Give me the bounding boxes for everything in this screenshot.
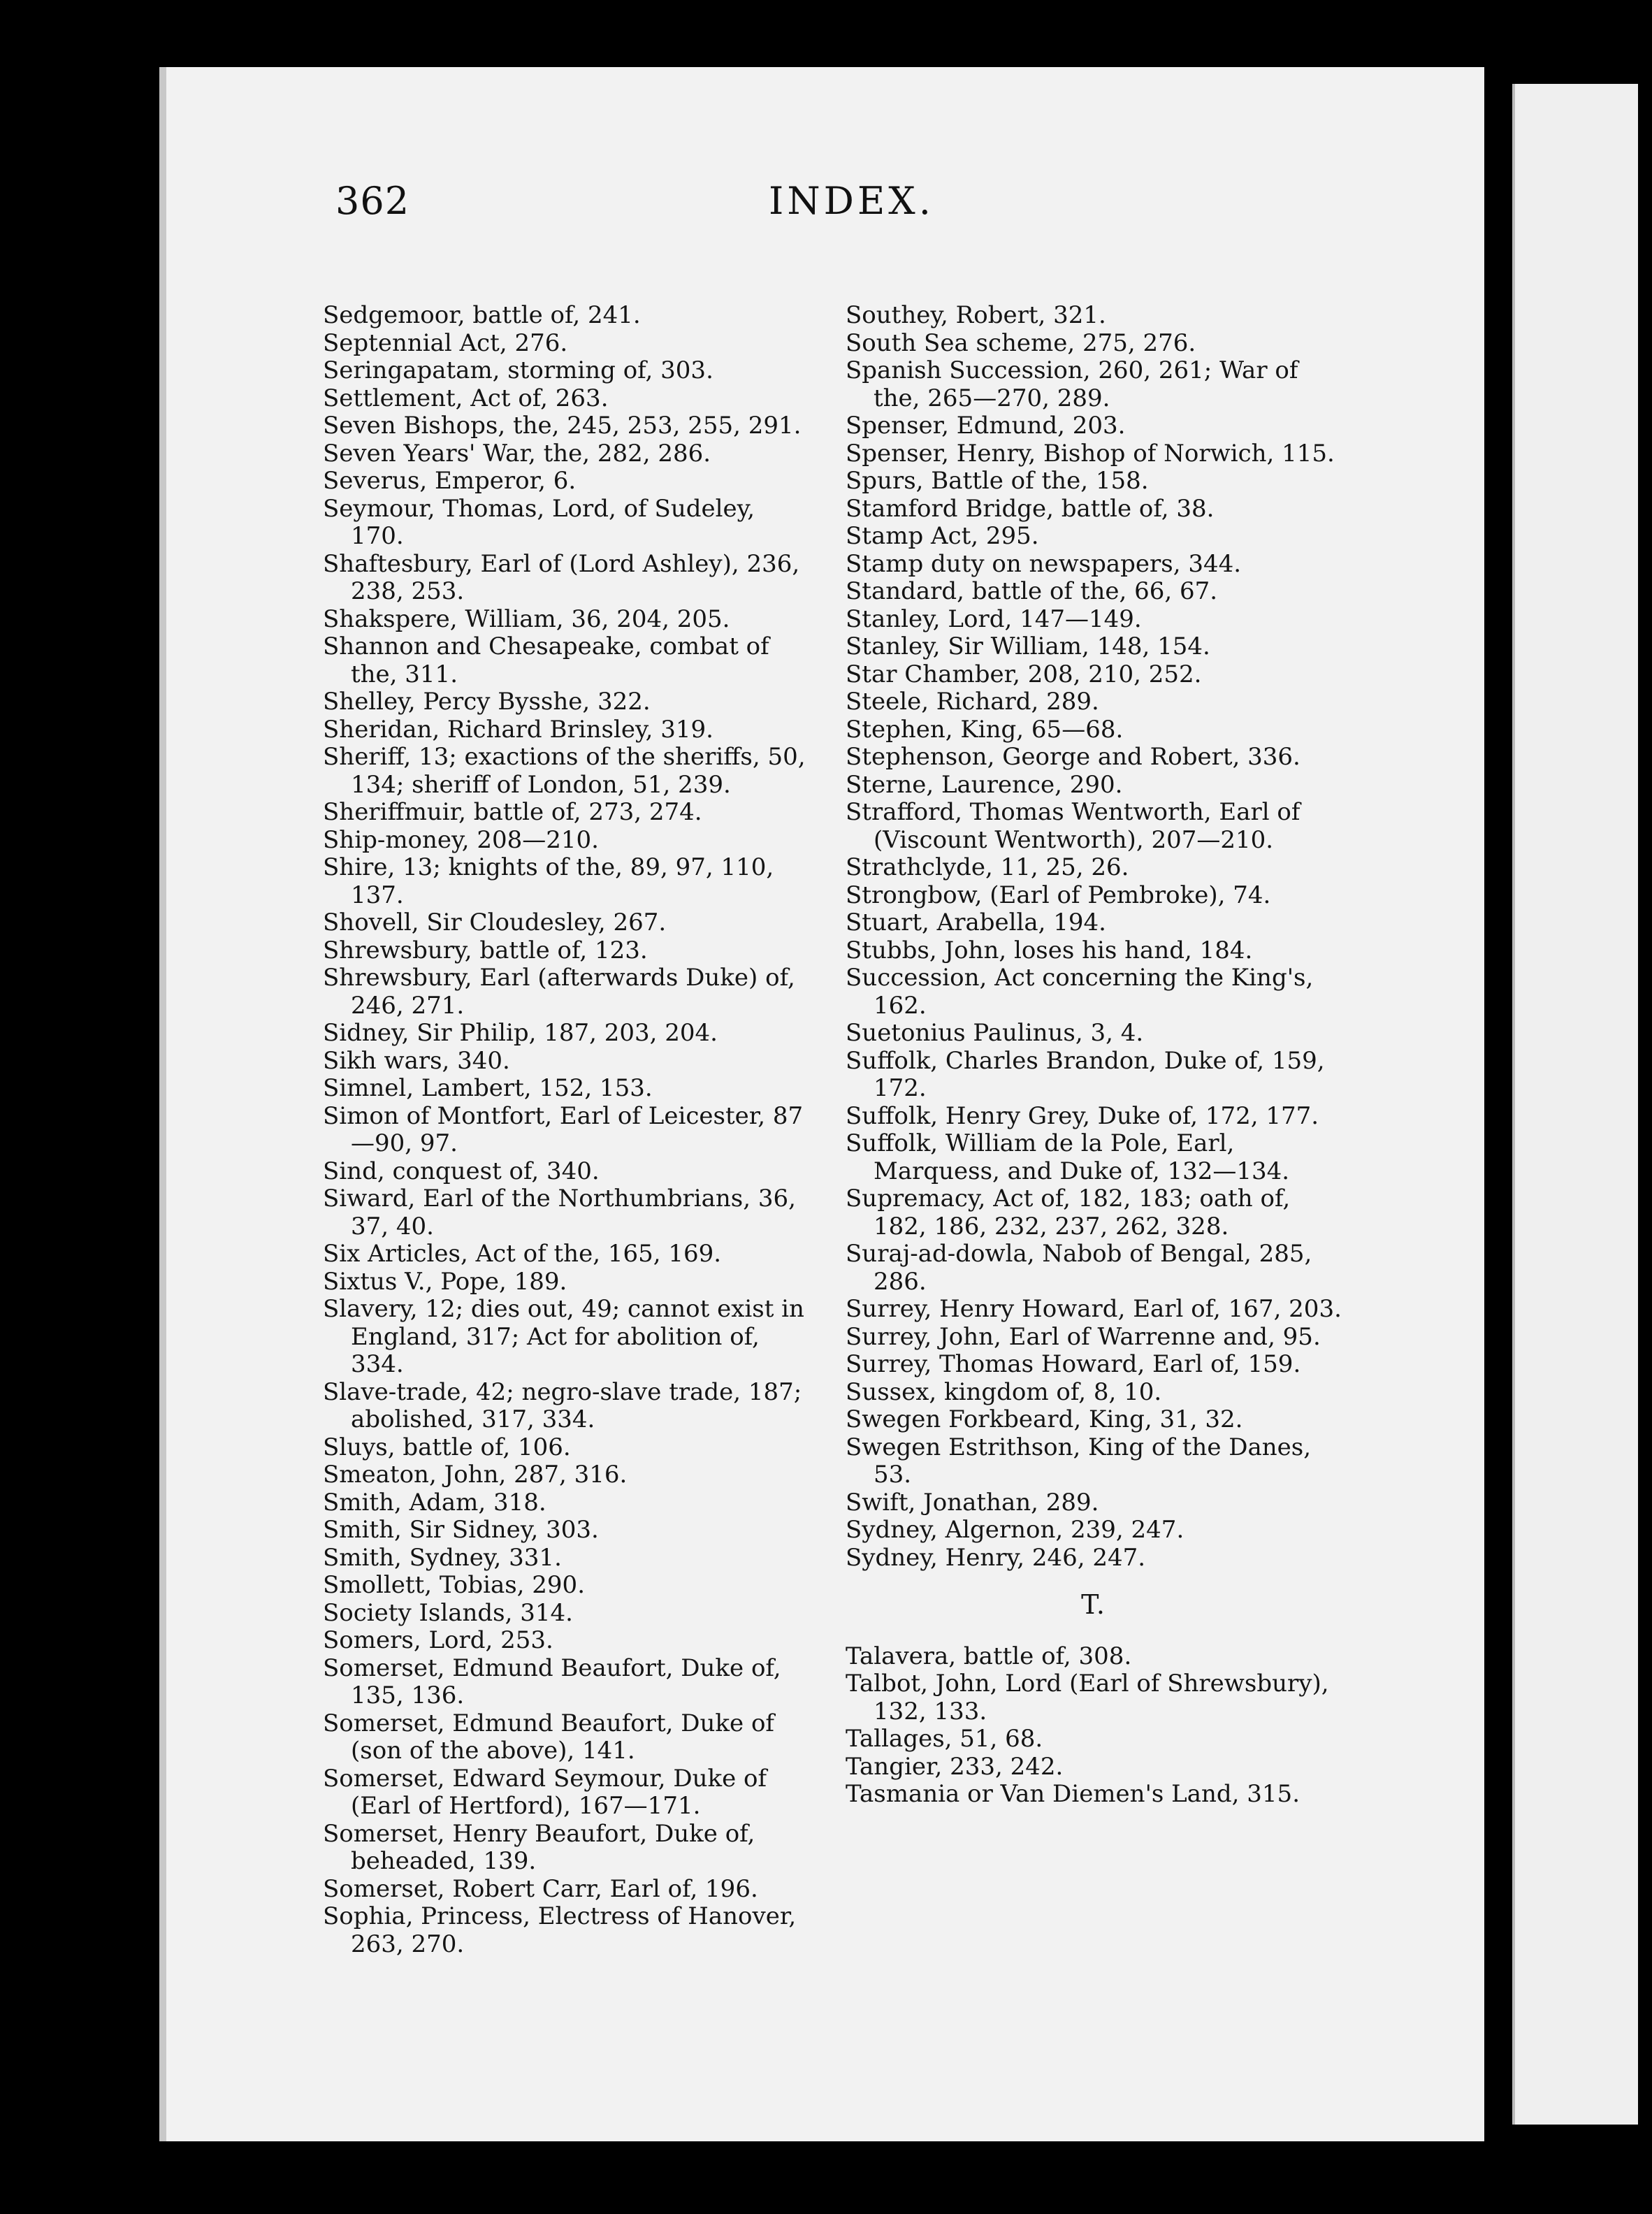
index-entry: Smith, Sydney, 331. [323,1543,562,1572]
index-entry: Suffolk, Charles Brandon, Duke of, 159, 172. [846,1046,1333,1102]
index-entry: Strafford, Thomas Wentworth, Earl of (Viscount Wentworth), 207—210. [846,798,1308,854]
index-entry: Somers, Lord, 253. [323,1626,553,1654]
index-entry: Seymour, Thomas, Lord, of Sudeley, 170. [323,494,762,550]
index-entry: Simnel, Lambert, 152, 153. [323,1074,653,1102]
index-entry: Stephen, King, 65—68. [846,715,1124,744]
running-title: INDEX. [769,179,934,223]
index-entry: Stanley, Sir William, 148, 154. [846,632,1210,660]
index-entry: Six Articles, Act of the, 165, 169. [323,1240,722,1268]
index-entry: Strongbow, (Earl of Pembroke), 74. [846,881,1271,909]
index-entry: Somerset, Edmund Beaufort, Duke of, 135, 136. [323,1654,789,1709]
facing-page-edge [1512,84,1638,2125]
index-entry: Swift, Jonathan, 289. [846,1488,1099,1517]
page-header [335,179,1314,249]
index-entry: Shannon and Chesapeake, combat of the, 311. [323,632,777,688]
index-entry: Stephenson, George and Robert, 336. [846,743,1300,771]
index-entry: Sydney, Algernon, 239, 247. [846,1516,1184,1544]
index-entry: Sydney, Henry, 246, 247. [846,1543,1146,1572]
index-entry: Spurs, Battle of the, 158. [846,467,1149,495]
index-entry: Slavery, 12; dies out, 49; cannot exist in England, 317; Act for abolition of, 334. [323,1295,812,1378]
index-entry: Septennial Act, 276. [323,328,568,357]
index-entry: Shovell, Sir Cloudesley, 267. [323,909,667,936]
index-entry: Somerset, Edward Seymour, Duke of (Earl of Hertford), 167—171. [323,1764,774,1820]
index-entry: Strathclyde, 11, 25, 26. [846,853,1129,881]
index-entry: South Sea scheme, 275, 276. [846,328,1196,357]
index-entry: Stuart, Arabella, 194. [846,909,1106,936]
index-entry: Spenser, Edmund, 203. [846,412,1126,440]
index-entry: Surrey, Henry Howard, Earl of, 167, 203. [846,1295,1342,1323]
index-entry: Sedgemoor, battle of, 241. [323,301,641,329]
index-entry: Shrewsbury, battle of, 123. [323,936,648,964]
index-entry: Surrey, Thomas Howard, Earl of, 159. [846,1350,1301,1378]
index-entry: Steele, Richard, 289. [846,688,1099,716]
section-letter-t: T. [1081,1589,1106,1620]
index-entry: Tallages, 51, 68. [846,1725,1043,1753]
index-entry: Suffolk, William de la Pole, Earl, Marquess, and Duke of, 132—134. [846,1129,1290,1185]
index-entry: Talbot, John, Lord (Earl of Shrewsbury), 132, 133. [846,1670,1337,1725]
index-entry: Suffolk, Henry Grey, Duke of, 172, 177. [846,1101,1319,1130]
index-entry: Sterne, Laurence, 290. [846,770,1123,799]
index-entry: Settlement, Act of, 263. [323,384,609,412]
index-entry: Succession, Act concerning the King's, 162. [846,964,1321,1020]
index-entry: Seven Bishops, the, 245, 253, 255, 291. [323,412,802,440]
page-number: 362 [335,179,410,223]
index-entry: Suetonius Paulinus, 3, 4. [846,1019,1144,1047]
index-entry: Sluys, battle of, 106. [323,1433,571,1461]
index-entry: Sheriff, 13; exactions of the sheriffs, 50, 134; sheriff of London, 51, 239. [323,743,813,799]
index-entry: Sidney, Sir Philip, 187, 203, 204. [323,1019,718,1047]
index-entry: Sheriffmuir, battle of, 273, 274. [323,798,702,826]
right-entries [846,302,1342,1572]
index-entry: Ship-money, 208—210. [323,825,599,854]
index-column-left [323,302,812,1958]
index-entry: Swegen Forkbeard, King, 31, 32. [846,1405,1243,1433]
index-entry: Star Chamber, 208, 210, 252. [846,660,1202,688]
index-entry: Severus, Emperor, 6. [323,467,577,495]
index-entry: Smollett, Tobias, 290. [323,1571,585,1599]
index-entry: Slave-trade, 42; negro-slave trade, 187; abolished, 317, 334. [323,1377,810,1433]
index-entry: Tangier, 233, 242. [846,1752,1064,1781]
index-entry: Surrey, John, Earl of Warrenne and, 95. [846,1322,1321,1351]
index-entry: Smeaton, John, 287, 316. [323,1461,628,1489]
index-entry: Somerset, Robert Carr, Earl of, 196. [323,1874,758,1903]
index-entry: Sixtus V., Pope, 189. [323,1267,567,1296]
index-entry: Shaftesbury, Earl of (Lord Ashley), 236, 238, 253. [323,549,808,605]
index-entry: Seringapatam, storming of, 303. [323,356,713,384]
index-entry: Shelley, Percy Bysshe, 322. [323,688,651,716]
index-entry: Suraj-ad-dowla, Nabob of Bengal, 285, 286. [846,1240,1320,1296]
index-entry: Shrewsbury, Earl (afterwards Duke) of, 246, 271. [323,964,803,1020]
index-entry: Society Islands, 314. [323,1598,573,1627]
index-column-right [846,302,1342,1809]
index-entry: Standard, battle of the, 66, 67. [846,577,1218,605]
index-entry: Sophia, Princess, Electress of Hanover, 263, 270. [323,1902,804,1958]
index-entry: Sikh wars, 340. [323,1046,510,1075]
index-entry: Tasmania or Van Diemen's Land, 315. [846,1780,1300,1808]
index-entry: Spenser, Henry, Bishop of Norwich, 115. [846,439,1335,468]
index-entry: Stamford Bridge, battle of, 38. [846,494,1215,523]
index-entry: Sheridan, Richard Brinsley, 319. [323,715,713,744]
index-entry: Southey, Robert, 321. [846,301,1106,329]
index-entry: Stanley, Lord, 147—149. [846,605,1142,633]
index-entry: Spanish Succession, 260, 261; War of the, 265—270, 289. [846,356,1306,412]
index-entry: Smith, Sir Sidney, 303. [323,1516,599,1544]
index-entry: Somerset, Henry Beaufort, Duke of, beheaded, 139. [323,1819,763,1875]
index-entry: Talavera, battle of, 308. [846,1642,1132,1670]
index-entry: Stubbs, John, loses his hand, 184. [846,936,1253,964]
index-entry: Swegen Estrithson, King of the Danes, 53. [846,1433,1319,1489]
index-entry: Shire, 13; knights of the, 89, 97, 110, 137. [323,853,781,909]
index-entry: Supremacy, Act of, 182, 183; oath of, 182, 186, 232, 237, 262, 328. [846,1185,1298,1240]
index-entry: Simon of Montfort, Earl of Leicester, 87—90, 97. [323,1101,804,1157]
index-entry: Somerset, Edmund Beaufort, Duke of (son of the above), 141. [323,1709,782,1765]
index-entry: Siward, Earl of the Northumbrians, 36, 37, 40. [323,1185,804,1240]
index-entry: Shakspere, William, 36, 204, 205. [323,605,730,633]
index-entry: Sind, conquest of, 340. [323,1157,600,1185]
index-entry: Stamp duty on newspapers, 344. [846,549,1242,578]
index-entry: Seven Years' War, the, 282, 286. [323,439,711,468]
index-entry: Sussex, kingdom of, 8, 10. [846,1377,1162,1406]
index-entry: Stamp Act, 295. [846,522,1039,550]
section-t-entries [846,1643,1342,1809]
index-entry: Smith, Adam, 318. [323,1488,546,1517]
